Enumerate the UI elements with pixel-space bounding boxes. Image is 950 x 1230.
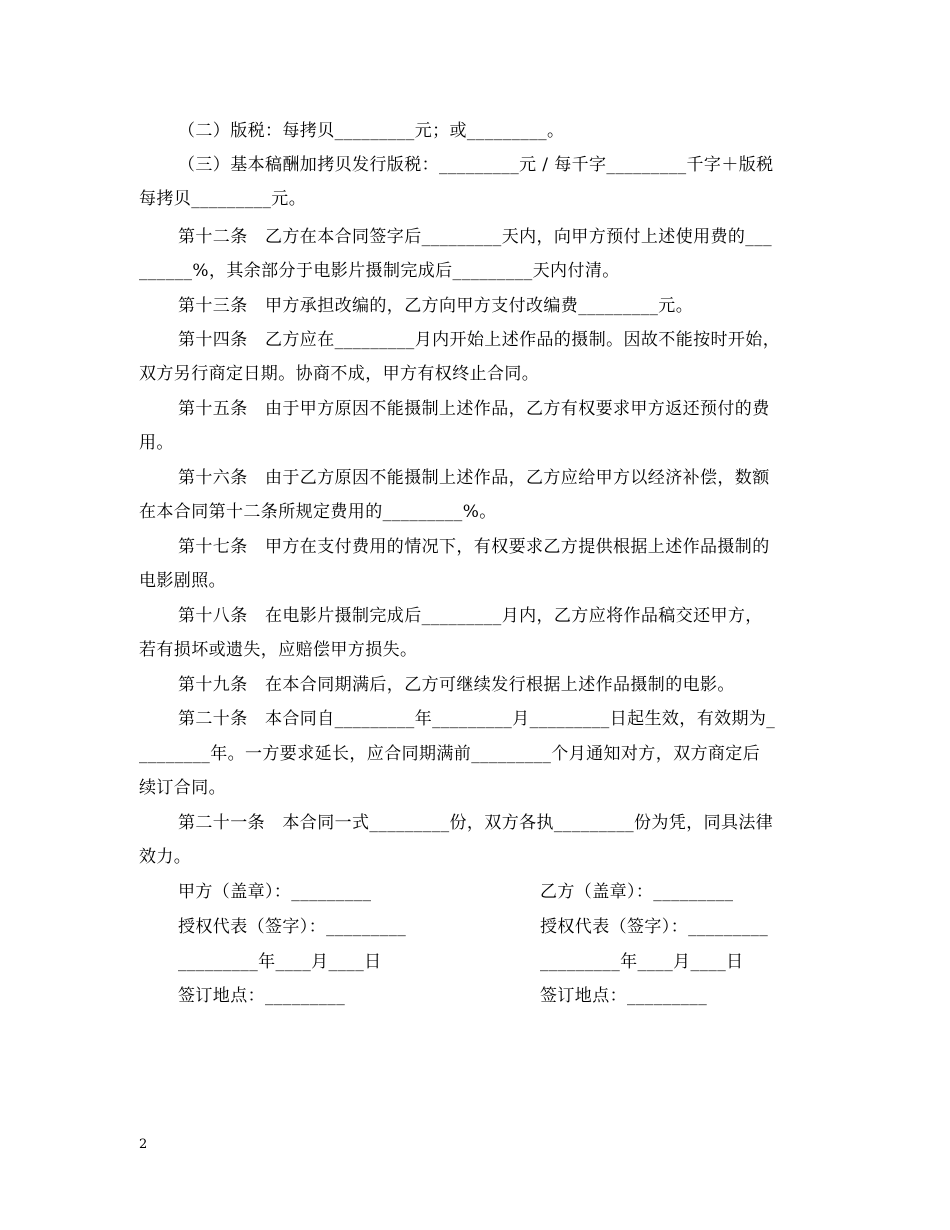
article-13: 第十三条 甲方承担改编的，乙方向甲方支付改编费_________元。 bbox=[178, 296, 694, 316]
article-12-line-2: ______%，其余部分于电影片摄制完成后_________天内付清。 bbox=[139, 261, 620, 281]
article-20-line-3: 续订合同。 bbox=[139, 778, 226, 798]
article-16-line-1: 第十六条 由于乙方原因不能摄制上述作品，乙方应给甲方以经济补偿，数额 bbox=[178, 468, 770, 488]
article-21-line-2: 效力。 bbox=[139, 847, 192, 867]
party-b-representative: 授权代表（签字）：_________ bbox=[540, 917, 769, 937]
party-b-signing-place: 签订地点：_________ bbox=[540, 986, 708, 1006]
party-a-representative: 授权代表（签字）：_________ bbox=[178, 917, 407, 937]
article-12-line-1: 第十二条 乙方在本合同签字后_________天内，向甲方预付上述使用费的___ bbox=[178, 227, 772, 247]
article-20-line-1: 第二十条 本合同自_________年_________月_________日起生效，有效期为_ bbox=[178, 709, 776, 729]
party-a-signing-place: 签订地点：_________ bbox=[178, 986, 346, 1006]
clause-base-plus-royalty: （三）基本稿酬加拷贝发行版税：_________元 / 每千字_________千字＋版税 bbox=[178, 155, 774, 175]
article-17-line-1: 第十七条 甲方在支付费用的情况下，有权要求乙方提供根据上述作品摄制的 bbox=[178, 537, 770, 557]
page-number: 2 bbox=[139, 1137, 148, 1152]
article-14-line-2: 双方另行商定日期。协商不成，甲方有权终止合同。 bbox=[139, 364, 540, 384]
article-19: 第十九条 在本合同期满后，乙方可继续发行根据上述作品摄制的电影。 bbox=[178, 675, 735, 695]
party-b-date: _________年____月____日 bbox=[540, 952, 744, 972]
party-a-date: _________年____月____日 bbox=[178, 952, 382, 972]
clause-royalty-per-copy: （二）版税：每拷贝_________元；或_________。 bbox=[178, 121, 565, 141]
party-b-seal: 乙方（盖章）：_________ bbox=[540, 882, 734, 902]
article-14-line-1: 第十四条 乙方应在_________月内开始上述作品的摄制。因故不能按时开始， bbox=[178, 330, 781, 350]
party-a-seal: 甲方（盖章）：_________ bbox=[178, 882, 372, 902]
article-18-line-2: 若有损坏或遗失，应赔偿甲方损失。 bbox=[139, 640, 418, 660]
article-21-line-1: 第二十一条 本合同一式_________份，双方各执_________份为凭，同具法律 bbox=[178, 813, 774, 833]
article-18-line-1: 第十八条 在电影片摄制完成后_________月内，乙方应将作品稿交还甲方， bbox=[178, 606, 763, 626]
article-16-line-2: 在本合同第十二条所规定费用的_________%。 bbox=[139, 502, 497, 522]
article-15-line-1: 第十五条 由于甲方原因不能摄制上述作品，乙方有权要求甲方返还预付的费 bbox=[178, 399, 770, 419]
clause-base-plus-royalty-cont: 每拷贝_________元。 bbox=[139, 189, 307, 209]
article-17-line-2: 电影剧照。 bbox=[139, 571, 226, 591]
article-20-line-2: ________年。一方要求延长，应合同期满前_________个月通知对方，双方商定后 bbox=[139, 744, 761, 764]
article-15-line-2: 用。 bbox=[139, 433, 174, 453]
